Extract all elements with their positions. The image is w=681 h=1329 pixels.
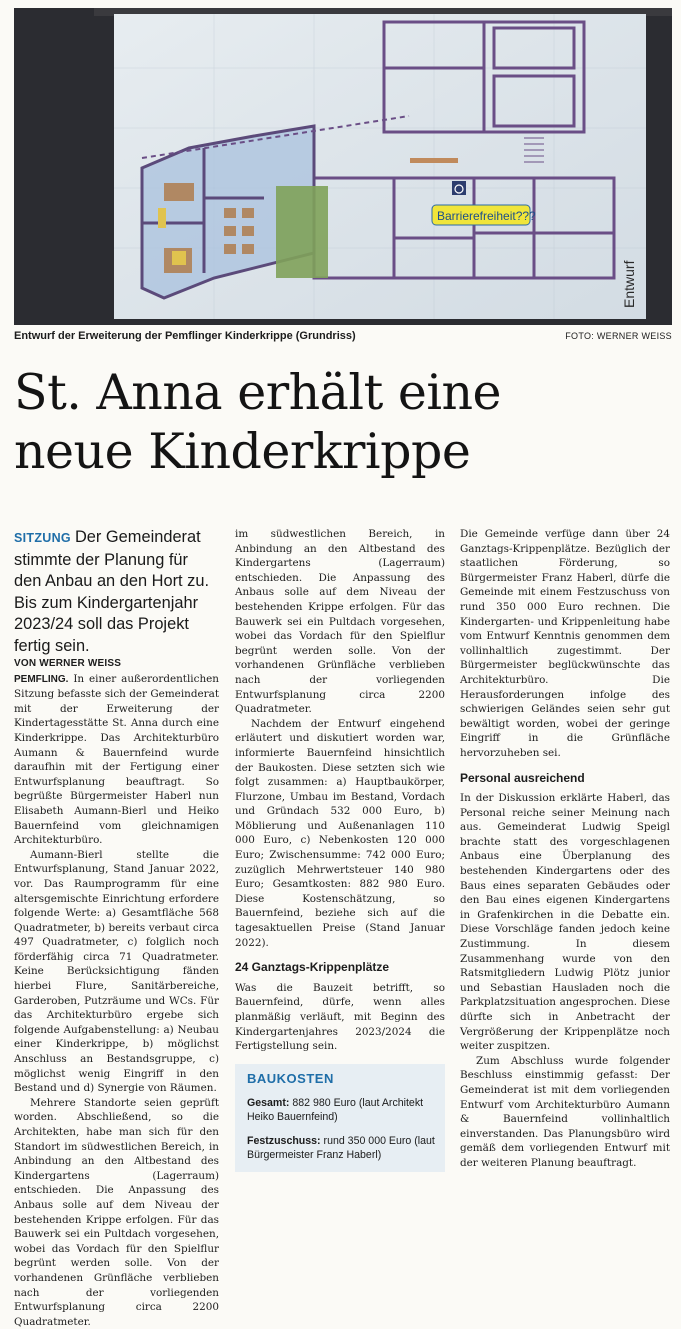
paragraph-5: Was die Bauzeit betrifft, so Bauernfeind, dürfe, wenn alles planmäßig verläuft, mit Beginn des Kindergartenjahres 2023/2024 die Fertigstellung sein. (235, 981, 445, 1053)
factbox-total-label: Gesamt: (247, 1096, 290, 1109)
floor-plan-photo (14, 8, 672, 325)
photo-credit: FOTO: WERNER WEISS (565, 331, 672, 341)
photo-caption (14, 330, 672, 346)
subhead-personal: Personal ausreichend (460, 770, 585, 785)
lead-text: Der Gemeinderat stimmte der Planung für den Anbau an den Hort zu. Bis zum Kindergartenjahr 2023/24 soll das Projekt fertig sein. (14, 528, 210, 655)
column-3 (460, 527, 670, 1171)
paragraph-7: In der Diskussion erklärte Haberl, das Personal reiche seiner Meinung nach aus. Gemeinderat Ludwig Speigl brachte statt des vorgeschlagenen Anbaus eine Überplanung des bestehenden Kindergartens oder des Baus eines separaten Gebäudes oder den Bau eines eigenen Kindergartens in Grafenkirchen in die Debatte ein. Diese Vorschläge fanden jedoch keine Zustimmung. In diesem Zusammenhang wurde von den Ratsmitgliedern Ludwig Plötz junior und Sebastian Hausladen noch die Parkplatzsituation angesprochen. Diese dürfte sich in Anbetracht der Vergrößerung der Krippenplätze noch weiter zuspitzen. (460, 792, 670, 1053)
floor-plan-drawing (14, 8, 672, 325)
headline (14, 363, 674, 481)
subhead-krippenplaetze: 24 Ganztags-Krippenplätze (235, 960, 390, 975)
factbox-subsidy-text: rund 350 000 Euro (laut Bürgermeister Franz Haberl) (247, 1134, 435, 1161)
cost-factbox (235, 1064, 445, 1172)
paragraph-2: Aumann-Bierl stellte die Entwurfsplanung, Stand Januar 2022, vor. Das Raumprogramm für eine altersgemischte Einrichtung erfordere folgende Werte: a) Gesamtfläche 568 Quadratmeter, b) bereits verbaut circa 497 Quadratmeter, c) folglich noch förderfähig circa 71 Quadratmeter. Keine Berücksichtigung fänden hierbei Flure, Sanitärbereiche, Garderoben, Putzräume und WCs. Für das Architekturbüro ergebe sich folgende Aufgabenstellung: a) Neubau einer Kinderkrippe, b) möglichst Anschluss an Bestandsgruppe, c) möglichst wenig Eingriff in den Bestand und d) Synergie von Räumen. (14, 848, 219, 1095)
entwurf-side-label: Entwurf (621, 260, 637, 308)
dateline: PEMFLING. (14, 673, 69, 685)
paragraph-1-text: In einer außerordentlichen Sitzung befasste sich der Gemeinderat mit der Erweiterung der Kindertagesstätte St. Anna durch eine Kinderkrippe. Das Architekturbüro Aumann & Bauernfeind wurde daraufhin mit der Fertigung einer Entwurfsplanung beauftragt. So begrüßte Bürgermeister Haberl nun Elisabeth Aumann-Bierl und Heiko Bauernfeind vom gleichnamigen Architekturbüro. (14, 672, 219, 847)
factbox-title: BAUKOSTEN (247, 1070, 334, 1086)
paragraph-4: Nachdem der Entwurf eingehend erläutert und diskutiert worden war, informierte Bauernfeind hinsichtlich der Baukosten. Diese setzten sich wie folgt zusammen: a) Hauptbaukörper, Flurzone, Umbau im Bestand, Vordach und Gründach 532 000 Euro, b) Möblierung und Außenanlagen 110 000 Euro, c) Nebenkosten 120 000 Euro; Zwischensumme: 742 000 Euro; zuzüglich Mehrwertsteuer 140 980 Euro; Gesamtkosten: 882 980 Euro. Diese Kostenschätzung, so Bauernfeind, beziehe sich auf die tagesaktuellen Preise (Stand Januar 2022). (235, 717, 445, 949)
column-1 (14, 527, 219, 1328)
headline-line-1: St. Anna erhält eine (14, 364, 502, 421)
paragraph-3: Mehrere Standorte seien geprüft worden. Abschließend, so die Architekten, habe man sich für den Standort im südwestlichen Bereich, in Anbindung an den Altbestand des Kindergartens (Lagerraum) entschieden. Die Anpassung des Anbaus solle auf dem Niveau der bestehenden Krippe erfolgen. Für das Bauwerk sei ein Pultdach vorgesehen, wobei das Vordach für den Spielflur begrünt werden solle. Von der vorhandenen Grünfläche verblieben nach der vorliegenden Entwurfsplanung circa 2200 Quadratmeter. (14, 1096, 219, 1328)
paragraph-3-continued: im südwestlichen Bereich, in Anbindung an den Altbestand des Kindergartens (Lagerraum) entschieden. Die Anpassung des Anbaus solle auf dem Niveau der bestehenden Krippe erfolgen. Für das Bauwerk sei ein Pultdach vorgesehen, wobei das Vordach für den Spielflur begrünt werden solle. Von der vorhandenen Grünfläche verblieben nach der vorliegenden Entwurfsplanung circa 2200 Quadratmeter. (235, 528, 445, 716)
factbox-total (247, 1096, 435, 1124)
kicker: SITZUNG (14, 531, 71, 545)
paragraph-6: Die Gemeinde verfüge dann über 24 Ganztags-Krippenplätze. Bezüglich der staatlichen Förderung, so Bürgermeister Franz Haberl, dürfe die Gemeinde mit einem Festzuschuss von rund 350 000 Euro rechnen. Die Kindergarten- und Krippenleitung habe vom Entwurf Kenntnis genommen dem vollinhaltlich zugestimmt. Der Bürgermeister beglückwünschte das Architekturbüro. Die Herausforderungen infolge des schwierigen Geländes seien sehr gut bewältigt worden, wobei der geringe Eingriff in die Grünfläche hervorzuheben sei. (460, 528, 670, 759)
byline: VON WERNER WEISS (14, 658, 122, 669)
caption-text: Entwurf der Erweiterung der Pemflinger Kinderkrippe (Grundriss) (14, 330, 356, 342)
barrier-bubble-label: Barrierefreiheit??? (437, 209, 536, 223)
headline-line-2: neue Kinderkrippe (14, 423, 471, 480)
lead-paragraph (14, 527, 219, 657)
paragraph-1 (14, 672, 219, 848)
paragraph-8: Zum Abschluss wurde folgender Beschluss einstimmig gefasst: Der Gemeinderat ist mit dem vorliegenden Entwurf vom Architekturbüro Aumann & Bauernfeind vollinhaltlich einverstanden. Das Planungsbüro wird gemäß dem vorliegenden Entwurf mit der weiteren Planung beauftragt. (460, 1054, 670, 1169)
factbox-subsidy (247, 1134, 435, 1162)
factbox-total-text: 882 980 Euro (laut Architekt Heiko Bauernfeind) (247, 1096, 424, 1123)
column-2 (235, 527, 445, 1172)
factbox-subsidy-label: Festzuschuss: (247, 1134, 321, 1147)
